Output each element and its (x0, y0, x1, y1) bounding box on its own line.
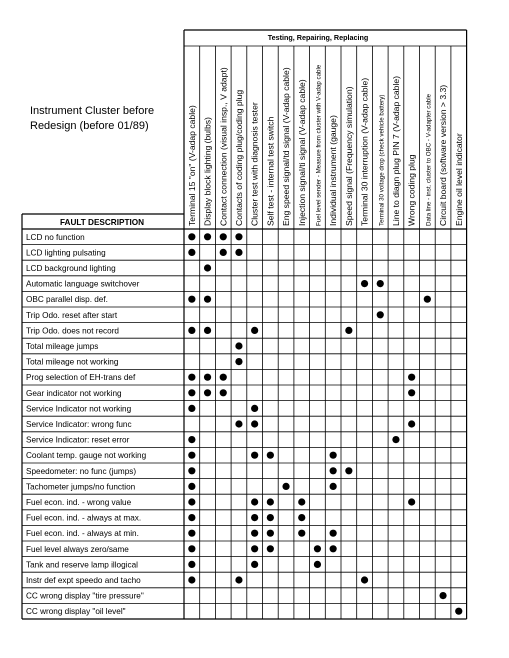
check-dot (267, 545, 274, 552)
fault-row-label: Fuel econ. ind. - wrong value (26, 498, 132, 507)
check-dot (251, 420, 258, 427)
check-dot (188, 530, 195, 537)
check-dot (298, 530, 305, 537)
fault-row-label: CC wrong display "tire pressure" (26, 591, 144, 601)
check-dot (188, 498, 195, 505)
column-header: Cluster test with diagnosis tester (249, 102, 260, 226)
fault-row-label: Prog selection of EH-trans def (26, 373, 136, 383)
column-header: Line to diagn plug PIN 7 (V-adap cable) (390, 75, 401, 226)
fault-row-label: CC wrong display "oil level" (26, 607, 126, 617)
check-dot (188, 467, 195, 474)
column-header: Individual instrument (gauge) (328, 115, 339, 226)
check-dot (377, 311, 384, 318)
column-header: Speed signal (Frequency simulation) (343, 86, 354, 226)
check-dot (188, 374, 195, 381)
fault-row-label: Speedometer: no func (jumps) (26, 466, 137, 476)
check-dot (204, 327, 211, 334)
fault-row-label: Fuel level always zero/same (26, 544, 129, 554)
title-line-2: Redesign (before 01/89) (30, 120, 149, 132)
check-dot (330, 545, 337, 552)
check-dot (267, 452, 274, 459)
fault-row-label: LCD lighting pulsating (26, 248, 106, 258)
check-dot (298, 498, 305, 505)
fault-row-label: Trip Odo. does not record (26, 326, 119, 336)
fault-row-label: Instr def expt speedo and tacho (26, 576, 141, 585)
check-dot (298, 514, 305, 521)
column-header: Circuit board (software version > 3.3) (438, 84, 449, 226)
check-dot (204, 374, 211, 381)
fault-row-label: Tank and reserve lamp illogical (26, 560, 138, 570)
column-header: Display block lighting (bulbs) (202, 117, 213, 226)
column-header: Terminal 15 "on" (V-adap cable) (186, 105, 197, 226)
title-line-1: Instrument Cluster before (30, 105, 155, 117)
check-dot (251, 327, 258, 334)
check-dot (235, 576, 242, 583)
check-dot (220, 233, 227, 240)
fault-row-label: Total mileage not working (26, 357, 119, 367)
check-dot (235, 358, 242, 365)
fault-row-label: Tachometer jumps/no function (26, 482, 136, 492)
check-dot (345, 327, 352, 334)
check-dot (188, 545, 195, 552)
check-dot (204, 296, 211, 303)
check-dot (267, 530, 274, 537)
check-dot (251, 561, 258, 568)
check-dot (424, 296, 431, 303)
check-dot (330, 483, 337, 490)
fault-row-label: Service Indicator: wrong func (26, 420, 132, 429)
check-dot (408, 389, 415, 396)
column-header: Contact connection (visual insp., V adapt) (218, 67, 229, 226)
check-dot (314, 561, 321, 568)
column-header: Contacts of coding plug/coding plug (233, 89, 244, 226)
column-header: Terminal 30 interruption (V-adap cable) (359, 77, 370, 226)
column-header: Wrong coding plug (406, 154, 417, 226)
fault-row-label: Fuel econ. ind. - always at min. (26, 529, 139, 539)
check-dot (408, 374, 415, 381)
fault-description-header: FAULT DESCRIPTION (60, 218, 144, 227)
column-header: Engine oil level indicator (453, 133, 464, 226)
fault-row-label: OBC parallel disp. def. (26, 295, 108, 305)
check-dot (314, 545, 321, 552)
check-dot (330, 467, 337, 474)
column-header: Self test - internal test switch (265, 116, 276, 226)
check-dot (251, 514, 258, 521)
fault-row-label: Trip Odo. reset after start (26, 310, 118, 320)
column-header: Fuel level sender - Measure from cluster with V-adap cable (315, 64, 323, 226)
check-dot (251, 498, 258, 505)
check-dot (408, 420, 415, 427)
check-dot (267, 498, 274, 505)
row-labels (26, 233, 147, 616)
check-dot (188, 249, 195, 256)
check-dot (235, 420, 242, 427)
check-dot (235, 249, 242, 256)
column-header: Injection signal/ti signal (V-adap cable) (296, 79, 307, 226)
fault-row-label: Gear indicator not working (26, 388, 122, 398)
check-dot (188, 233, 195, 240)
fault-row-label: LCD no function (26, 232, 85, 242)
top-header: Testing, Repairing, Replacing (267, 33, 369, 42)
check-dot (408, 498, 415, 505)
check-dot (204, 264, 211, 271)
check-dot (439, 592, 446, 599)
fault-row-label: LCD background lighting (26, 264, 116, 273)
check-dot (204, 389, 211, 396)
check-dot (330, 530, 337, 537)
check-dot (361, 576, 368, 583)
column-header: Eng speed signal/td signal (V-adap cable) (281, 67, 292, 226)
check-dot (220, 389, 227, 396)
check-dot (188, 483, 195, 490)
check-dot (392, 436, 399, 443)
check-dot (188, 436, 195, 443)
column-header: Terminal 30 voltage drop (check vehicle battery) (378, 94, 386, 226)
check-dot (188, 514, 195, 521)
check-dot (235, 342, 242, 349)
check-dot (188, 296, 195, 303)
check-dot (188, 405, 195, 412)
check-dot (220, 374, 227, 381)
fault-row-label: Service Indicator: reset error (26, 435, 130, 445)
fault-row-label: Automatic language switchover (26, 279, 140, 289)
check-dot (188, 452, 195, 459)
check-dot (267, 514, 274, 521)
check-dot (251, 405, 258, 412)
check-dot (251, 452, 258, 459)
check-dot (220, 249, 227, 256)
check-dot (188, 561, 195, 568)
check-dot (188, 389, 195, 396)
fault-row-label: Coolant temp. gauge not working (26, 451, 147, 461)
check-dot (204, 233, 211, 240)
fault-row-label: Service Indicator not working (26, 404, 132, 414)
check-dot (251, 530, 258, 537)
column-header: Data line - inst. cluster to OBC - V-adapter cable (425, 93, 433, 226)
check-dot (377, 280, 384, 287)
check-dot (455, 608, 462, 615)
check-dot (235, 233, 242, 240)
check-dot (361, 280, 368, 287)
check-dot (251, 545, 258, 552)
check-dot (188, 327, 195, 334)
check-dot (345, 467, 352, 474)
fault-row-label: Total mileage jumps (26, 342, 99, 351)
check-dot (188, 576, 195, 583)
fault-row-label: Fuel econ. ind. - always at max. (26, 513, 142, 523)
check-dot (282, 483, 289, 490)
check-dot (330, 452, 337, 459)
